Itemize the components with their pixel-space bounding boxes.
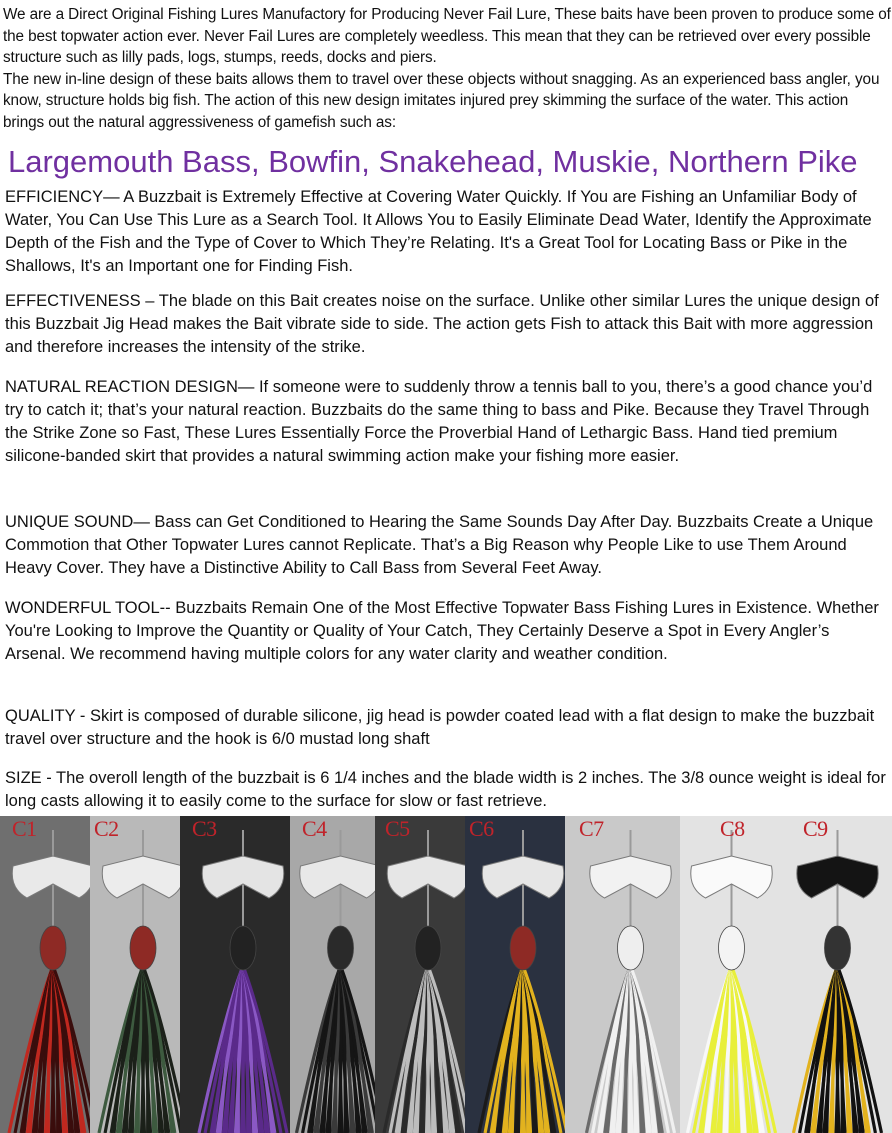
lure-c9 (783, 816, 892, 1133)
blade (300, 856, 375, 898)
skirt (479, 966, 565, 1133)
skirt (297, 966, 376, 1133)
skirt (688, 966, 776, 1133)
lure-c4 (290, 816, 375, 1133)
lure-c8 (680, 816, 783, 1133)
blade (12, 856, 90, 898)
lure-c3 (180, 816, 290, 1133)
jig-head (130, 926, 156, 970)
unique-sound-section: UNIQUE SOUND— Bass can Get Conditioned to Hearing the Same Sounds Day After Day. Buzzbaits Create a Unique Commotion that Other Topwater Lures cannot Replicate. That’s a Big Reason why People Like to use Them Around Heavy Cover. They have a Distinctive Ability to Call Bass from Several Feet Away. (5, 513, 874, 577)
lure-color-photo (0, 816, 892, 1133)
blade (387, 856, 465, 898)
jig-head (328, 926, 354, 970)
lure-c7 (565, 816, 680, 1133)
lure-illustration (290, 816, 375, 1133)
lure-c1 (0, 816, 90, 1133)
wonderful-tool-section: WONDERFUL TOOL-- Buzzbaits Remain One of the Most Effective Topwater Bass Fishing Lures in Existence. Whether You're Looking to Improve the Quantity or Quality of Your Catch, They Certainly Deserve a Spot in Every Angler’s Arsenal. We recommend having multiple colors for any water clarity and weather condition. (5, 599, 879, 663)
skirt (384, 966, 465, 1133)
lure-illustration (783, 816, 892, 1133)
lure-color-label: C9 (803, 816, 828, 841)
intro-paragraph-2: The new in-line design of these baits allows them to travel over these objects without snagging. As an experienced bass angler, you know, structure holds big fish. The action of this new design imitates injured prey skimming the surface of the water. This action brings out the natural aggressiveness of gamefish such as: (3, 70, 880, 131)
lure-color-label: C3 (192, 816, 217, 841)
lure-c2 (90, 816, 180, 1133)
lure-c6 (465, 816, 565, 1133)
blade (102, 856, 180, 898)
efficiency-section: EFFICIENCY— A Buzzbait is Extremely Effective at Covering Water Quickly. If You are Fishing an Unfamiliar Body of Water, You Can Use This Lure as a Search Tool. It Allows You to Easily Eliminate Dead Water, Identify the Approximate Depth of the Fish and the Type of Cover to Which They’re Relating. It's a Great Tool for Locating Bass or Pike in the Shallows, It's an Important one for Finding Fish. (5, 188, 872, 275)
lure-c5 (375, 816, 465, 1133)
species-heading: Largemouth Bass, Bowfin, Snakehead, Muskie, Northern Pike (8, 144, 858, 179)
lure-illustration (680, 816, 783, 1133)
jig-head (719, 926, 745, 970)
lure-color-label: C6 (469, 816, 494, 841)
lure-illustration (0, 816, 90, 1133)
natural-reaction-section: NATURAL REACTION DESIGN— If someone were to suddenly throw a tennis ball to you, there’s a good chance you’d try to catch it; that’s your natural reaction. Buzzbaits do the same thing to bass and Pike. Because they Travel Through the Strike Zone so Fast, These Lures Essentially Force the Proverbial Hand of Lethargic Bass. Hand tied premium silicone-banded skirt that provides a natural swimming action make your fishing more easier. (5, 378, 873, 465)
intro-paragraph-1: We are a Direct Original Fishing Lures Manufactory for Producing Never Fail Lure, These baits have been proven to produce some of the best topwater action ever. Never Fail Lures are completely weedless. This mean that they can be retrieved over every possible structure such as lilly pads, logs, stumps, reeds, docks and piers. (3, 6, 891, 67)
jig-head (40, 926, 66, 970)
lure-color-label: C2 (94, 816, 119, 841)
skirt (199, 966, 287, 1133)
jig-head (618, 926, 644, 970)
skirt (9, 966, 90, 1133)
lure-illustration (375, 816, 465, 1133)
jig-head (230, 926, 256, 970)
lure-color-label: C1 (12, 816, 37, 841)
skirt (587, 966, 675, 1133)
lure-color-label: C7 (579, 816, 604, 841)
skirt (99, 966, 180, 1133)
lure-illustration (465, 816, 565, 1133)
lure-illustration (565, 816, 680, 1133)
skirt (794, 966, 882, 1133)
jig-head (510, 926, 536, 970)
lure-color-label: C8 (720, 816, 745, 841)
effectiveness-section: EFFECTIVENESS – The blade on this Bait creates noise on the surface. Unlike other similar Lures the unique design of this Buzzbait Jig Head makes the Bait vibrate side to side. The action gets Fish to attack this Bait with more aggression and therefore increases the intensity of the strike. (5, 292, 879, 356)
intro-text (3, 4, 892, 134)
lure-illustration (180, 816, 290, 1133)
size-section: SIZE - The overoll length of the buzzbait is 6 1/4 inches and the blade width is 2 inches. The 3/8 ounce weight is ideal for long casts allowing it to easily come to the surface for slow or fast retrieve. (5, 769, 886, 810)
quality-section: QUALITY - Skirt is composed of durable silicone, jig head is powder coated lead with a flat design to make the buzzbait travel over structure and the hook is 6/0 mustad long shaft (5, 707, 875, 748)
jig-head (825, 926, 851, 970)
lure-color-label: C5 (385, 816, 410, 841)
lure-illustration (90, 816, 180, 1133)
lure-color-label: C4 (302, 816, 327, 841)
jig-head (415, 926, 441, 970)
